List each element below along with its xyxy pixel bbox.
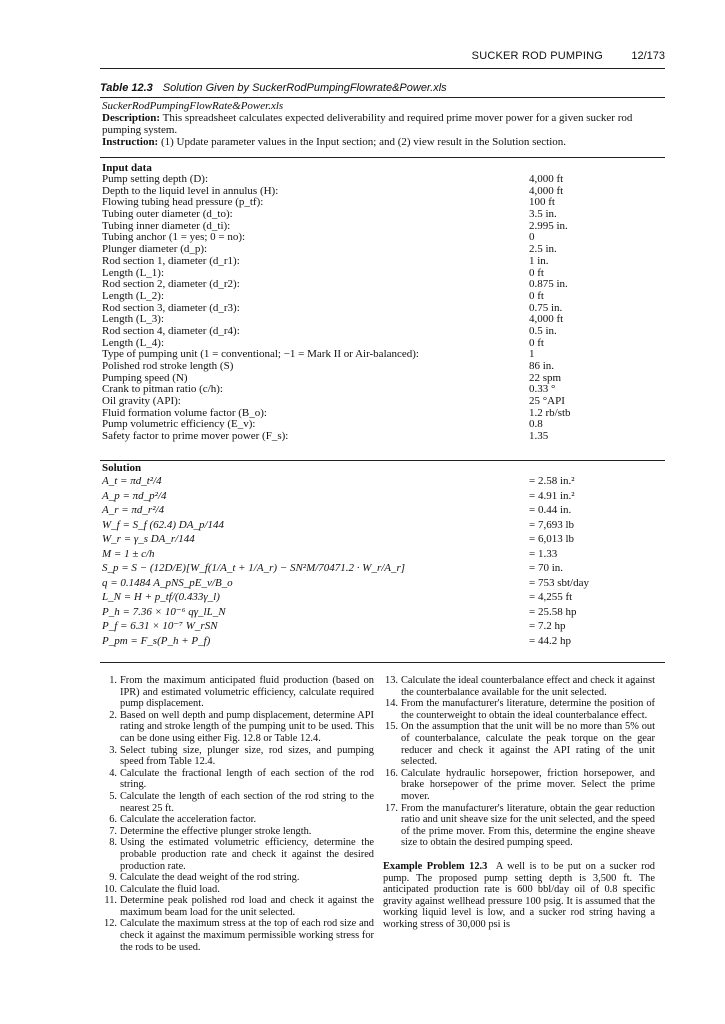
solution-formula: L_N = H + p_tf/(0.433γ_l): [102, 591, 220, 603]
input-value: 3.5 in.: [529, 208, 557, 221]
input-value: 0: [529, 231, 535, 244]
table-title: Solution Given by SuckerRodPumpingFlowrate&Power.xls: [162, 82, 447, 94]
input-value: 2.995 in.: [529, 219, 568, 232]
solution-row: [102, 489, 667, 504]
input-value: 25 °API: [529, 395, 565, 408]
page-header: [100, 50, 665, 70]
solution-row: [102, 576, 667, 591]
input-section: [102, 162, 667, 443]
input-value: 100 ft: [529, 196, 555, 209]
example-label: Example Problem 12.3: [383, 860, 488, 872]
input-label: Fluid formation volume factor (B_o):: [102, 406, 267, 419]
step-number: 5.: [109, 790, 117, 802]
solution-formula: W_r = γ_s DA_r/144: [102, 533, 195, 545]
input-label: Safety factor to prime mover power (F_s):: [102, 430, 289, 443]
solution-row: [102, 561, 667, 576]
page-number: 12/173: [631, 50, 665, 62]
step-number: 3.: [109, 744, 117, 756]
input-value: 4,000 ft: [529, 313, 564, 326]
input-row: [102, 174, 667, 186]
step-text: Calculate the length of each section of the rod string to the nearest 25 ft.: [120, 790, 374, 814]
solution-formula: P_pm = F_s(P_h + P_f): [102, 634, 211, 647]
solution-formula: A_t = πd_t²/4: [102, 475, 162, 487]
input-value: 0.5 in.: [529, 324, 557, 337]
solution-row: [102, 503, 667, 518]
input-value: 0 ft: [529, 266, 544, 279]
input-label: Type of pumping unit (1 = conventional; −1 = Mark II or Air-balanced):: [102, 348, 419, 361]
input-row: [102, 326, 667, 338]
table-bottom-rule: [100, 662, 665, 663]
solution-value: = 1.33: [529, 547, 558, 560]
input-row: [102, 384, 667, 396]
solution-heading: Solution: [102, 462, 142, 474]
input-label: Tubing inner diameter (d_ti):: [102, 219, 231, 232]
procedure-step: [102, 791, 374, 814]
solution-row: [102, 474, 667, 489]
procedure-step: [102, 884, 374, 896]
solution-value: = 44.2 hp: [529, 634, 571, 647]
solution-formula: A_p = πd_p²/4: [102, 489, 167, 502]
step-text: Select tubing size, plunger size, rod sizes, and pumping speed from Table 12.4.: [120, 744, 374, 768]
step-number: 7.: [109, 825, 117, 837]
input-rule: [100, 460, 665, 461]
input-row: [102, 361, 667, 373]
table-caption: [100, 82, 447, 94]
input-label: Rod section 4, diameter (d_r4):: [102, 324, 240, 337]
description-line: [102, 112, 667, 136]
input-value: 0.8: [529, 418, 543, 431]
solution-value: = 4.91 in.²: [529, 489, 575, 502]
input-label: Oil gravity (API):: [102, 395, 181, 408]
solution-formula: A_r = πd_r²/4: [102, 504, 165, 516]
solution-value: = 25.58 hp: [529, 605, 577, 618]
solution-value: = 70 in.: [529, 562, 564, 574]
solution-formula: P_f = 6.31 × 10⁻⁷ W_rSN: [102, 620, 218, 632]
solution-formula: q = 0.1484 A_pNS_pE_v/B_o: [102, 576, 233, 589]
input-label: Pump volumetric efficiency (E_v):: [102, 418, 256, 431]
solution-section: [102, 462, 667, 648]
input-label: Length (L_3):: [102, 313, 165, 326]
solution-value: = 6,013 lb: [529, 533, 575, 545]
step-number: 2.: [109, 709, 117, 721]
solution-row: [102, 547, 667, 562]
input-row: [102, 396, 667, 408]
description-rule: [100, 157, 665, 158]
input-value: 2.5 in.: [529, 243, 557, 256]
input-label: Crank to pitman ratio (c/h):: [102, 383, 223, 396]
spreadsheet-filename: SuckerRodPumpingFlowRate&Power.xls: [102, 100, 284, 112]
input-label: Polished rod stroke length (S): [102, 360, 234, 372]
procedure-step: [383, 768, 655, 803]
step-number: 8.: [109, 837, 117, 849]
step-number: 6.: [109, 814, 117, 826]
step-number: 15.: [385, 721, 398, 733]
input-label: Depth to the liquid level in annulus (H):: [102, 184, 279, 197]
step-text: Determine the effective plunger stroke length.: [120, 825, 312, 837]
solution-row: [102, 634, 667, 649]
step-number: 10.: [104, 883, 117, 895]
solution-value: = 753 sbt/day: [529, 576, 589, 589]
example-problem: [383, 861, 655, 931]
input-value: 0 ft: [529, 336, 544, 349]
solution-row: [102, 590, 667, 605]
solution-value: = 0.44 in.: [529, 504, 572, 516]
step-text: On the assumption that the unit will be no more than 5% out of counterbalance, calculate the peak torque on the gear reducer and check it against the API rating of the unit selected.: [401, 721, 655, 768]
step-number: 13.: [385, 675, 398, 686]
procedure-step: [102, 918, 374, 953]
step-text: Using the estimated volumetric efficiency, determine the probable production rate and check it against the desired production rate.: [120, 837, 374, 872]
input-label: Length (L_1):: [102, 266, 165, 279]
step-number: 12.: [104, 918, 117, 930]
solution-row: [102, 605, 667, 620]
description-label: Description:: [102, 112, 161, 124]
solution-row: [102, 532, 667, 547]
procedure-step: [102, 872, 374, 884]
input-value: 0.75 in.: [529, 301, 563, 314]
procedure-step: [383, 803, 655, 849]
input-label: Rod section 1, diameter (d_r1):: [102, 254, 240, 267]
step-text: Calculate the ideal counterbalance effect and check it against the counterbalance available for the unit selected.: [401, 675, 655, 698]
procedure-step: [102, 675, 374, 710]
solution-formula: M = 1 ± c/h: [102, 547, 155, 560]
example-text: A well is to be put on a sucker rod pump. The proposed pump setting depth is 3,500 ft. The anticipated production rate is 600 bbl/day oil of 0.8 specific gravity against wellhead pressure 100 psig. It is assumed that the working liquid level is low, and a sucker rod string having a working stress of 30,000 psi is: [383, 860, 655, 930]
steps-left-column: [102, 675, 374, 953]
input-rows: [102, 174, 667, 443]
step-text: Calculate the dead weight of the rod string.: [120, 872, 300, 884]
step-number: 9.: [109, 872, 117, 884]
step-number: 16.: [385, 767, 398, 779]
step-number: 4.: [109, 767, 117, 779]
procedure-step: [102, 710, 374, 745]
instruction-line: [102, 136, 667, 148]
running-head: SUCKER ROD PUMPING: [471, 50, 603, 62]
input-value: 4,000 ft: [529, 173, 564, 185]
input-label: Rod section 3, diameter (d_r3):: [102, 301, 240, 314]
procedure-step: [383, 675, 655, 698]
step-text: From the manufacturer's literature, determine the position of the counterweight to obtain the ideal counterbalance effect.: [401, 698, 655, 721]
step-number: 11.: [104, 895, 117, 907]
input-row: [102, 279, 667, 291]
solution-row: [102, 619, 667, 634]
input-label: Pump setting depth (D):: [102, 173, 209, 185]
step-text: From the manufacturer's literature, obtain the gear reduction ratio and unit sheave size for the unit selected, and the speed of the prime mover. From this, determine the engine sheave size to obtain the desired pumping speed.: [401, 802, 655, 849]
caption-rule: [100, 97, 665, 98]
step-text: Based on well depth and pump displacement, determine API rating and stroke length of the pumping unit to be used. This can be done using either Fig. 12.8 or Table 12.4.: [120, 709, 374, 744]
solution-value: = 4,255 ft: [529, 591, 573, 603]
step-text: Calculate the fractional length of each section of the rod string.: [120, 767, 374, 791]
solution-rows: [102, 474, 667, 648]
solution-formula: P_h = 7.36 × 10⁻⁶ qγ_lL_N: [102, 605, 226, 618]
input-row: [102, 256, 667, 268]
step-text: Calculate the maximum stress at the top of each rod size and check it against the maximum permissible working stress for the rods to be used.: [120, 918, 374, 953]
input-value: 86 in.: [529, 360, 555, 372]
solution-row: [102, 518, 667, 533]
step-number: 14.: [385, 698, 398, 710]
input-row: [102, 291, 667, 303]
procedure-step: [102, 768, 374, 791]
input-value: 4,000 ft: [529, 184, 564, 197]
input-value: 1: [529, 348, 535, 361]
input-label: Length (L_2):: [102, 289, 165, 302]
input-label: Rod section 2, diameter (d_r2):: [102, 278, 240, 291]
procedure-step: [102, 814, 374, 826]
steps-right-list: [383, 675, 655, 849]
input-value: 0 ft: [529, 289, 544, 302]
solution-formula: S_p = S − (12D/E)[W_f(1/A_t + 1/A_r) − SN²M/70471.2 · W_r/A_r]: [102, 562, 406, 574]
input-label: Plunger diameter (d_p):: [102, 243, 208, 256]
input-value: 0.33 °: [529, 383, 556, 396]
solution-value: = 2.58 in.²: [529, 475, 575, 487]
instruction-text: (1) Update parameter values in the Input section; and (2) view result in the Solution section.: [160, 136, 567, 148]
step-text: Calculate the acceleration factor.: [120, 814, 257, 826]
input-heading: Input data: [102, 162, 152, 174]
instruction-label: Instruction:: [102, 136, 159, 148]
procedure-step: [102, 826, 374, 838]
table-label: Table 12.3: [100, 82, 153, 94]
procedure-step: [102, 837, 374, 872]
solution-value: = 7,693 lb: [529, 518, 575, 531]
input-value: 1 in.: [529, 254, 549, 267]
procedure-step: [102, 745, 374, 768]
header-rule: [100, 68, 665, 69]
input-label: Tubing anchor (1 = yes; 0 = no):: [102, 231, 246, 244]
steps-right-column: [383, 675, 655, 930]
input-value: 0.875 in.: [529, 278, 568, 291]
input-value: 1.2 rb/stb: [529, 406, 571, 419]
procedure-step: [102, 895, 374, 918]
input-row: [102, 209, 667, 221]
step-text: Determine peak polished rod load and check it against the maximum beam load for the unit selected.: [120, 895, 374, 918]
input-value: 22 spm: [529, 371, 562, 384]
step-text: Calculate the fluid load.: [120, 883, 220, 895]
input-label: Flowing tubing head pressure (p_tf):: [102, 196, 264, 209]
input-label: Pumping speed (N): [102, 371, 188, 384]
description-text: This spreadsheet calculates expected deliverability and required prime mover power for a given sucker rod pumping system.: [102, 112, 633, 136]
input-row: [102, 431, 667, 443]
procedure-step: [383, 698, 655, 721]
solution-value: = 7.2 hp: [529, 620, 566, 632]
input-label: Tubing outer diameter (d_to):: [102, 208, 233, 221]
step-number: 17.: [385, 802, 398, 814]
solution-formula: W_f = S_f (62.4) DA_p/144: [102, 518, 224, 531]
step-text: From the maximum anticipated fluid production (based on IPR) and estimated volumetric efficiency, calculate required pump displacement.: [120, 675, 374, 710]
step-text: Calculate hydraulic horsepower, friction horsepower, and brake horsepower of the prime mover. Select the prime mover.: [401, 767, 655, 802]
step-number: 1.: [109, 675, 117, 686]
procedure-step: [383, 721, 655, 767]
spreadsheet-description: [102, 100, 667, 148]
input-row: [102, 303, 667, 315]
input-label: Length (L_4):: [102, 336, 165, 349]
input-value: 1.35: [529, 430, 549, 443]
